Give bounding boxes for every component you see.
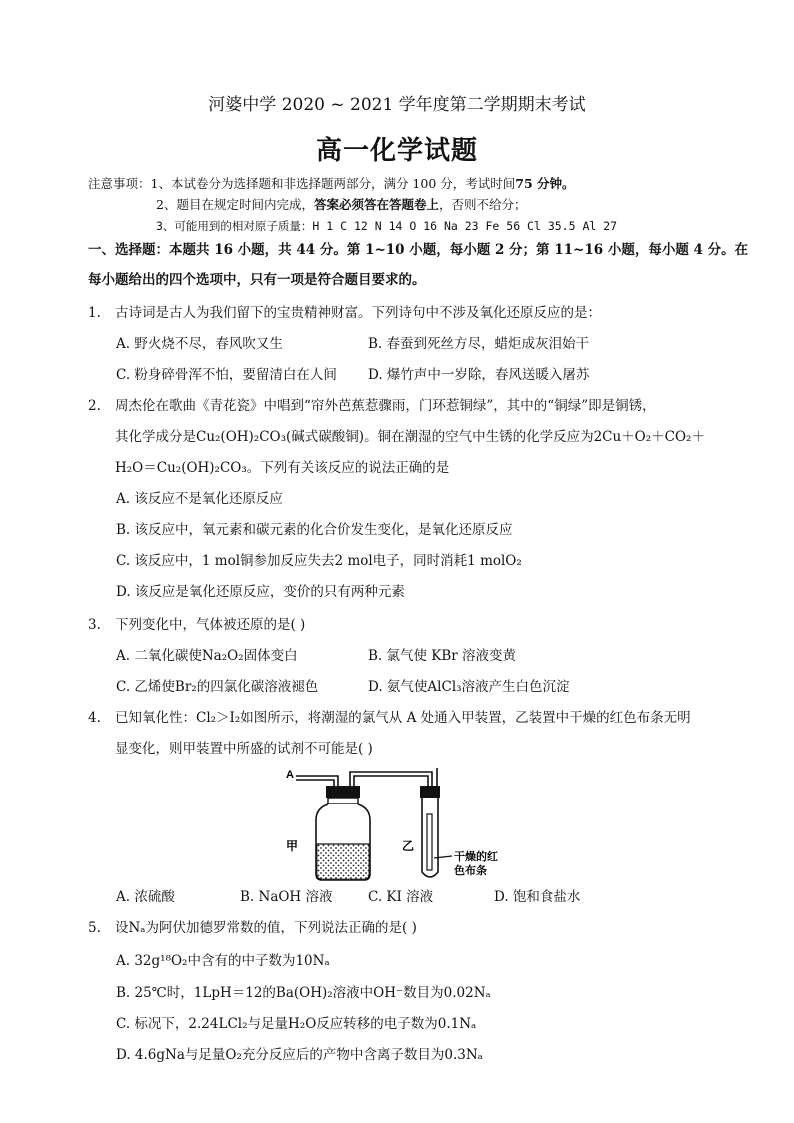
question-stem: 周杰伦在歌曲《青花瓷》中唱到“帘外芭蕉惹骤雨，门环惹铜绿”，其中的“铜绿”即是铜锈， — [115, 398, 656, 414]
question-stem: H₂O＝Cu₂(OH)₂CO₃。下列有关该反应的说法正确的是 — [115, 460, 450, 476]
option-d: D. 该反应是氧化还原反应，变价的只有两种元素 — [116, 584, 405, 600]
option-c: C. 该反应中，1 mol铜参加反应失去2 mol电子，同时消耗1 molO₂ — [116, 553, 522, 569]
option-d: D. 爆竹声中一岁除，春风送暖入屠苏 — [368, 367, 590, 383]
bottle-label: 甲 — [286, 839, 299, 853]
inlet-label: A — [286, 769, 294, 781]
option-d: D. 4.6gNa与足量O₂充分反应后的产物中含离子数目为0.3Nₐ — [116, 1047, 483, 1063]
notes-line-2 — [156, 197, 527, 213]
question-number: 1. — [88, 305, 101, 321]
option-d: D. 氨气使AlCl₃溶液产生白色沉淀 — [368, 679, 570, 695]
section-heading: 每小题给出的四个选项中，只有一项是符合题目要求的。 — [88, 272, 426, 288]
option-b: B. NaOH 溶液 — [240, 889, 333, 905]
exam-time: 75 分钟。 — [515, 176, 575, 191]
strip-label: 干燥的红 — [454, 850, 498, 863]
question-number: 2. — [88, 398, 101, 414]
question-stem: 显变化，则甲装置中所盛的试剂不可能是( ) — [115, 741, 373, 757]
notes-text: 2、题目在规定时间内完成， — [156, 197, 314, 212]
option-c: C. 标况下，2.24LCl₂与足量H₂O反应转移的电子数为0.1Nₐ — [116, 1016, 477, 1032]
option-a: A. 该反应不是氧化还原反应 — [116, 491, 283, 507]
exam-title: 河婆中学 2020 ~ 2021 学年度第二学期期末考试 — [208, 95, 586, 115]
question-stem: 其化学成分是Cu₂(OH)₂CO₃(碱式碳酸铜)。铜在潮湿的空气中生锈的化学反应为2Cu＋O₂＋CO₂＋ — [115, 429, 705, 445]
option-c: C. 粉身碎骨浑不怕，要留清白在人间 — [116, 367, 337, 383]
subject-title: 高一化学试题 — [315, 136, 478, 166]
red-cloth-strip — [427, 814, 432, 870]
option-b: B. 该反应中，氧元素和碳元素的化合价发生变化，是氧化还原反应 — [116, 522, 513, 538]
notes-text: ，否则不给分； — [438, 197, 527, 212]
option-d: D. 饱和食盐水 — [494, 889, 581, 905]
answer-sheet-note: 答案必须答在答题卷上 — [313, 197, 439, 212]
notes-line-3: 3、可能用到的相对原子质量：H 1 C 12 N 14 O 16 Na 23 Fe 56 Cl 35.5 Al 27 — [156, 219, 618, 233]
notes-line-1 — [88, 176, 575, 192]
option-a: A. 浓硫酸 — [116, 889, 175, 905]
question-stem: 设Nₐ为阿伏加德罗常数的值，下列说法正确的是( ) — [115, 920, 417, 936]
question-number: 4. — [88, 710, 101, 726]
question-stem: 已知氧化性：Cl₂＞I₂如图所示，将潮湿的氯气从 A 处通入甲装置，乙装置中干燥的红色布条无明 — [115, 710, 691, 726]
section-heading: 一、选择题：本题共 16 小题，共 44 分。第 1~10 小题，每小题 2 分；第 11~16 小题，每小题 4 分。在 — [88, 242, 749, 258]
option-c: C. KI 溶液 — [368, 889, 434, 905]
option-b: B. 春蚕到死丝方尽，蜡炬成灰泪始干 — [368, 336, 590, 352]
gas-washing-apparatus-figure — [282, 764, 514, 886]
strip-label: 色布条 — [454, 864, 487, 877]
bottle-stopper — [326, 786, 360, 798]
question-stem: 下列变化中，气体被还原的是( ) — [115, 617, 306, 633]
tube-label: 乙 — [402, 839, 415, 853]
question-number: 3. — [88, 617, 101, 633]
option-a: A. 二氧化碳使Na₂O₂固体变白 — [116, 648, 298, 664]
connecting-tube — [354, 776, 428, 798]
bottle-neck — [328, 798, 358, 804]
option-c: C. 乙烯使Br₂的四氯化碳溶液褪色 — [116, 679, 319, 695]
option-b: B. 氯气使 KBr 溶液变黄 — [368, 648, 517, 664]
question-number: 5. — [88, 920, 101, 936]
option-a: A. 野火烧不尽，春风吹又生 — [116, 336, 283, 352]
bottle-liquid — [317, 844, 369, 879]
notes-text: 注意事项：1、本试卷分为选择题和非选择题两部分，满分 100 分，考试时间 — [88, 176, 516, 191]
tube-stopper — [420, 786, 440, 798]
option-a: A. 32g¹⁸O₂中含有的中子数为10Nₐ — [116, 953, 330, 969]
option-b: B. 25℃时，1LpH＝12的Ba(OH)₂溶液中OH⁻数目为0.02Nₐ — [116, 985, 491, 1001]
question-stem: 古诗词是古人为我们留下的宝贵精神财富。下列诗句中不涉及氧化还原反应的是： — [115, 305, 601, 321]
